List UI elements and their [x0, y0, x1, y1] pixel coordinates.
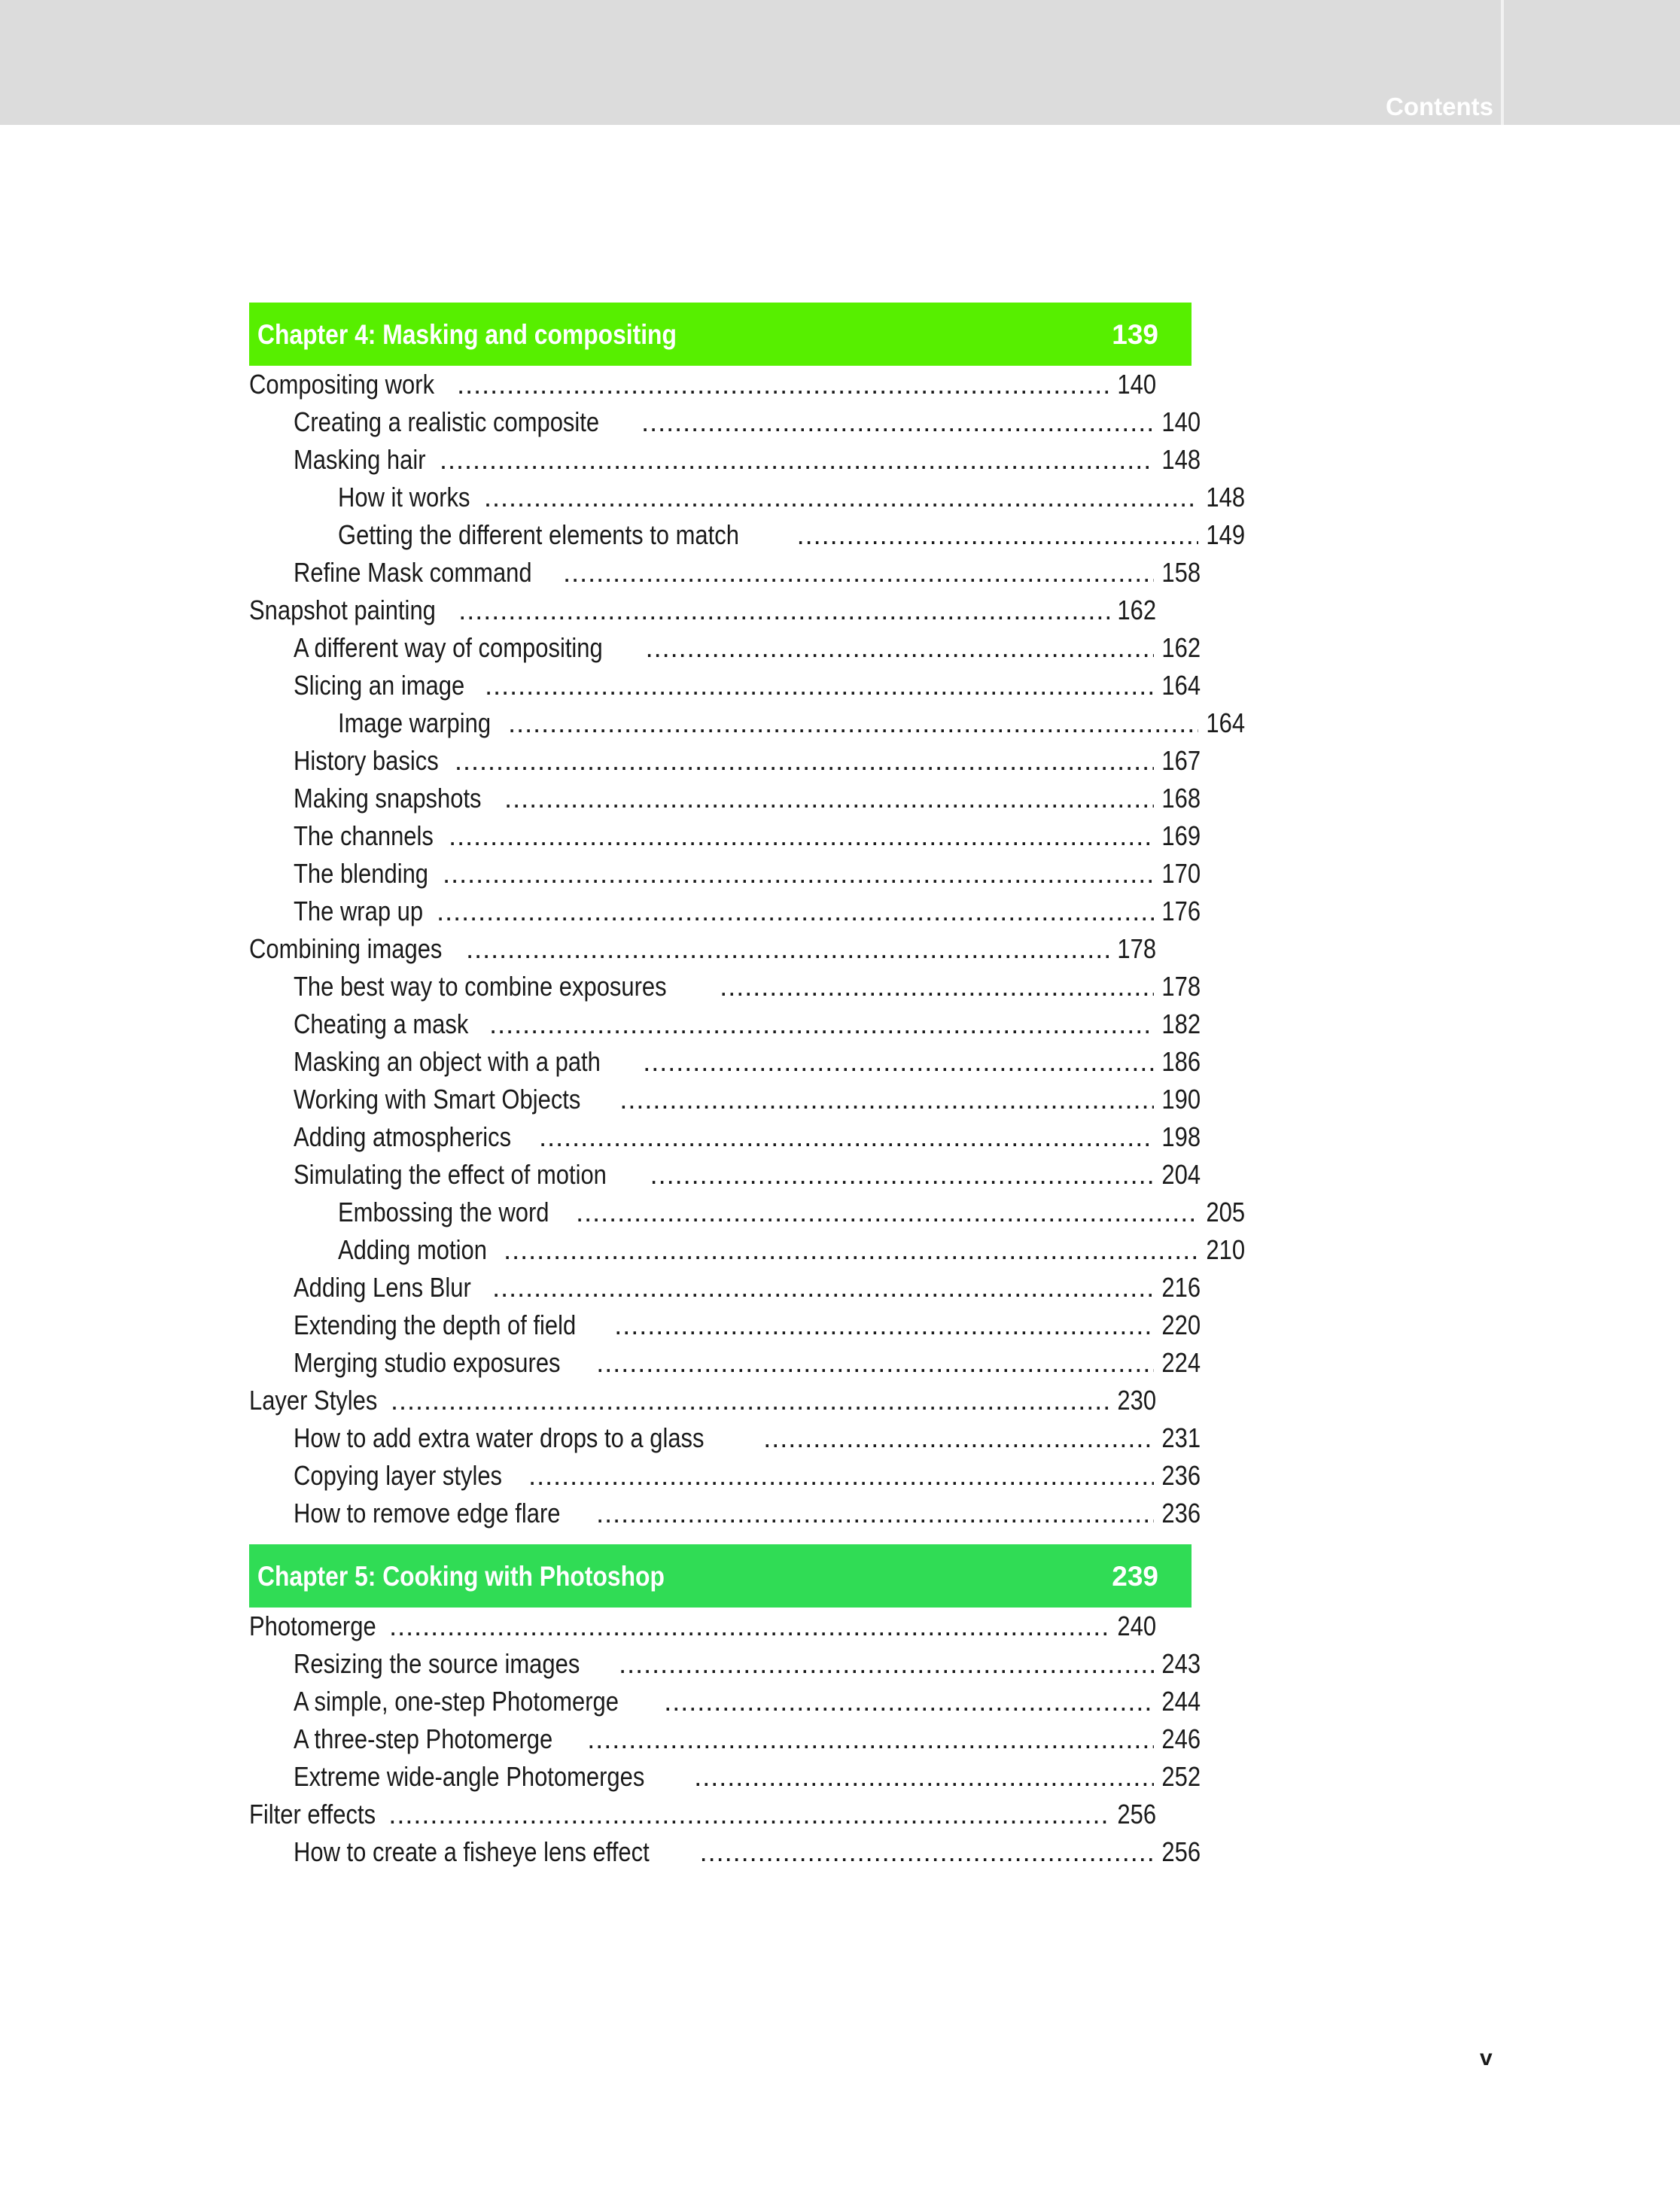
toc-entry-label: Layer Styles	[249, 1385, 378, 1416]
toc-entry-label: The blending	[294, 858, 429, 889]
toc-entry-page-number: 244	[1161, 1686, 1201, 1717]
toc-entry-page-number: 176	[1161, 896, 1201, 926]
dot-leader	[504, 1231, 1198, 1269]
toc-entry-page-number: 210	[1206, 1234, 1245, 1265]
toc-entry[interactable]	[249, 1833, 1201, 1871]
dot-leader	[443, 855, 1154, 893]
toc-entry-page-number: 170	[1161, 858, 1201, 889]
toc-entry-page-number: 256	[1161, 1836, 1201, 1867]
toc-entry-page-number: 236	[1161, 1498, 1201, 1528]
toc-entry-label: Working with Smart Objects	[294, 1084, 581, 1115]
toc-entry-page-number: 216	[1161, 1272, 1201, 1303]
chapter-page-number: 139	[1112, 319, 1158, 350]
toc-entry[interactable]	[249, 667, 1201, 704]
toc-entry-label: Photomerge	[249, 1611, 376, 1641]
toc-entry-label: History basics	[294, 745, 439, 776]
toc-entry-label: Image warping	[338, 707, 492, 738]
dot-leader	[641, 403, 1154, 441]
dot-leader	[596, 1344, 1154, 1382]
toc-entry[interactable]	[249, 855, 1201, 893]
toc-entry-page-number: 164	[1206, 707, 1245, 738]
toc-entry-page-number: 167	[1161, 745, 1201, 776]
toc-entry-page-number: 149	[1206, 519, 1245, 550]
toc-entry-page-number: 148	[1161, 444, 1201, 475]
dot-leader	[484, 479, 1198, 516]
toc-entry[interactable]	[249, 1118, 1201, 1156]
toc-entry-label: Slicing an image	[294, 670, 465, 701]
toc-entry[interactable]	[249, 1344, 1201, 1382]
toc-entry[interactable]	[249, 1457, 1201, 1495]
toc-entry-label: A different way of compositing	[294, 632, 603, 663]
toc-entry-page-number: 230	[1117, 1385, 1156, 1416]
toc-entry[interactable]	[249, 704, 1245, 742]
page-number: v	[1480, 2046, 1493, 2070]
toc-entry-page-number: 246	[1161, 1723, 1201, 1754]
section-label: Contents	[1386, 93, 1493, 120]
toc-entry[interactable]	[249, 479, 1245, 516]
dot-leader	[388, 1796, 1109, 1833]
dot-leader	[664, 1683, 1154, 1720]
toc-entry-label: Creating a realistic composite	[294, 406, 600, 437]
toc-entry-page-number: 224	[1161, 1347, 1201, 1378]
toc-entry-label: Adding atmospherics	[294, 1121, 512, 1152]
toc-entry-label: How it works	[338, 482, 470, 513]
toc-entry-label: Refine Mask command	[294, 557, 532, 588]
toc-entry[interactable]	[249, 1156, 1201, 1194]
toc-entry-page-number: 164	[1161, 670, 1201, 701]
toc-entry-label: Resizing the source images	[294, 1648, 580, 1679]
chapter-heading[interactable]	[249, 303, 1192, 366]
toc-entry[interactable]	[249, 1758, 1201, 1796]
dot-leader	[576, 1194, 1198, 1231]
toc-entry[interactable]	[249, 1306, 1201, 1344]
toc-entry-label: Masking an object with a path	[294, 1046, 601, 1077]
chapter-title: Chapter 4: Masking and compositing	[257, 319, 677, 350]
toc-entry[interactable]	[249, 1005, 1201, 1043]
chapter-page-number: 239	[1112, 1561, 1158, 1592]
dot-leader	[457, 366, 1109, 403]
toc-entry-page-number: 178	[1117, 933, 1156, 964]
toc-entry-list	[249, 1608, 1201, 1871]
toc-entry-label: Copying layer styles	[294, 1460, 503, 1491]
toc-entry-label: Snapshot painting	[249, 595, 436, 625]
table-of-contents	[249, 303, 1245, 1871]
dot-leader	[700, 1833, 1154, 1871]
dot-leader	[720, 968, 1154, 1005]
toc-entry[interactable]	[249, 1382, 1156, 1419]
toc-entry[interactable]	[249, 592, 1156, 629]
toc-entry-label: Making snapshots	[294, 783, 482, 814]
toc-entry-label: How to create a fisheye lens effect	[294, 1836, 650, 1867]
toc-entry-label: Combining images	[249, 933, 443, 964]
toc-entry-label: Extending the depth of field	[294, 1309, 577, 1340]
toc-entry-page-number: 240	[1117, 1611, 1156, 1641]
toc-entry-page-number: 198	[1161, 1121, 1201, 1152]
dot-leader	[763, 1419, 1154, 1457]
toc-entry[interactable]	[249, 629, 1201, 667]
toc-entry-label: Compositing work	[249, 369, 435, 400]
dot-leader	[508, 704, 1198, 742]
dot-leader	[650, 1156, 1154, 1194]
toc-entry-label: Getting the different elements to match	[338, 519, 739, 550]
chapter-heading[interactable]	[249, 1544, 1192, 1608]
toc-entry-page-number: 204	[1161, 1159, 1201, 1190]
dot-leader	[528, 1457, 1154, 1495]
dot-leader	[485, 667, 1154, 704]
toc-entry-page-number: 140	[1161, 406, 1201, 437]
toc-entry[interactable]	[249, 1645, 1201, 1683]
toc-entry[interactable]	[249, 1495, 1201, 1532]
toc-entry[interactable]	[249, 1608, 1156, 1645]
toc-entry-label: The best way to combine exposures	[294, 971, 667, 1002]
toc-entry-page-number: 231	[1161, 1422, 1201, 1453]
toc-entry-page-number: 190	[1161, 1084, 1201, 1115]
toc-entry-page-number: 220	[1161, 1309, 1201, 1340]
toc-entry-label: The channels	[294, 820, 434, 851]
toc-entry-page-number: 140	[1117, 369, 1156, 400]
dot-leader	[619, 1645, 1154, 1683]
dot-leader	[440, 441, 1154, 479]
toc-entry-page-number: 148	[1206, 482, 1245, 513]
toc-entry-page-number: 168	[1161, 783, 1201, 814]
dot-leader	[563, 554, 1154, 592]
toc-entry[interactable]	[249, 1231, 1245, 1269]
toc-entry-page-number: 169	[1161, 820, 1201, 851]
dot-leader	[504, 780, 1154, 817]
header-divider	[1501, 0, 1504, 125]
toc-entry-label: Embossing the word	[338, 1197, 549, 1227]
toc-entry-page-number: 243	[1161, 1648, 1201, 1679]
toc-entry[interactable]	[249, 441, 1201, 479]
toc-entry-label: Extreme wide-angle Photomerges	[294, 1761, 645, 1792]
toc-entry-label: A simple, one-step Photomerge	[294, 1686, 619, 1717]
dot-leader	[587, 1720, 1154, 1758]
toc-entry-page-number: 186	[1161, 1046, 1201, 1077]
dot-leader	[646, 629, 1154, 667]
dot-leader	[619, 1081, 1154, 1118]
toc-entry-page-number: 182	[1161, 1008, 1201, 1039]
dot-leader	[539, 1118, 1154, 1156]
toc-entry-list	[249, 366, 1245, 1532]
dot-leader	[643, 1043, 1154, 1081]
chapter-title: Chapter 5: Cooking with Photoshop	[257, 1561, 665, 1592]
toc-entry-page-number: 236	[1161, 1460, 1201, 1491]
toc-entry[interactable]	[249, 1043, 1201, 1081]
toc-entry-page-number: 158	[1161, 557, 1201, 588]
toc-entry[interactable]	[249, 1269, 1201, 1306]
toc-entry-label: Masking hair	[294, 444, 426, 475]
toc-entry-page-number: 178	[1161, 971, 1201, 1002]
toc-entry-page-number: 256	[1117, 1799, 1156, 1830]
dot-leader	[455, 742, 1154, 780]
toc-entry-label: Merging studio exposures	[294, 1347, 561, 1378]
dot-leader	[437, 893, 1154, 930]
toc-entry[interactable]	[249, 1720, 1201, 1758]
toc-entry[interactable]	[249, 893, 1201, 930]
toc-entry[interactable]	[249, 1683, 1201, 1720]
toc-entry[interactable]	[249, 1796, 1156, 1833]
toc-entry[interactable]	[249, 930, 1156, 968]
toc-entry-label: A three-step Photomerge	[294, 1723, 553, 1754]
toc-entry-label: How to add extra water drops to a glass	[294, 1422, 705, 1453]
toc-entry-page-number: 252	[1161, 1761, 1201, 1792]
toc-entry[interactable]	[249, 1194, 1245, 1231]
dot-leader	[492, 1269, 1154, 1306]
toc-entry-label: How to remove edge flare	[294, 1498, 561, 1528]
toc-entry[interactable]	[249, 1081, 1201, 1118]
toc-entry-page-number: 162	[1161, 632, 1201, 663]
dot-leader	[389, 1608, 1109, 1645]
toc-entry[interactable]	[249, 366, 1156, 403]
toc-entry-label: The wrap up	[294, 896, 424, 926]
toc-entry[interactable]	[249, 817, 1201, 855]
dot-leader	[596, 1495, 1154, 1532]
dot-leader	[614, 1306, 1154, 1344]
dot-leader	[489, 1005, 1154, 1043]
dot-leader	[797, 516, 1198, 554]
toc-entry[interactable]	[249, 742, 1201, 780]
toc-entry[interactable]	[249, 1419, 1201, 1457]
toc-entry-page-number: 205	[1206, 1197, 1245, 1227]
toc-entry[interactable]	[249, 968, 1201, 1005]
dot-leader	[458, 592, 1109, 629]
dot-leader	[466, 930, 1109, 968]
toc-entry-label: Filter effects	[249, 1799, 376, 1830]
toc-entry-label: Cheating a mask	[294, 1008, 469, 1039]
dot-leader	[694, 1758, 1154, 1796]
toc-entry[interactable]	[249, 403, 1201, 441]
toc-entry-page-number: 162	[1117, 595, 1156, 625]
toc-entry[interactable]	[249, 554, 1201, 592]
toc-entry-label: Adding Lens Blur	[294, 1272, 471, 1303]
dot-leader	[449, 817, 1154, 855]
dot-leader	[391, 1382, 1109, 1419]
toc-entry-label: Adding motion	[338, 1234, 487, 1265]
toc-entry[interactable]	[249, 780, 1201, 817]
toc-entry-label: Simulating the effect of motion	[294, 1159, 607, 1190]
toc-entry[interactable]	[249, 516, 1245, 554]
